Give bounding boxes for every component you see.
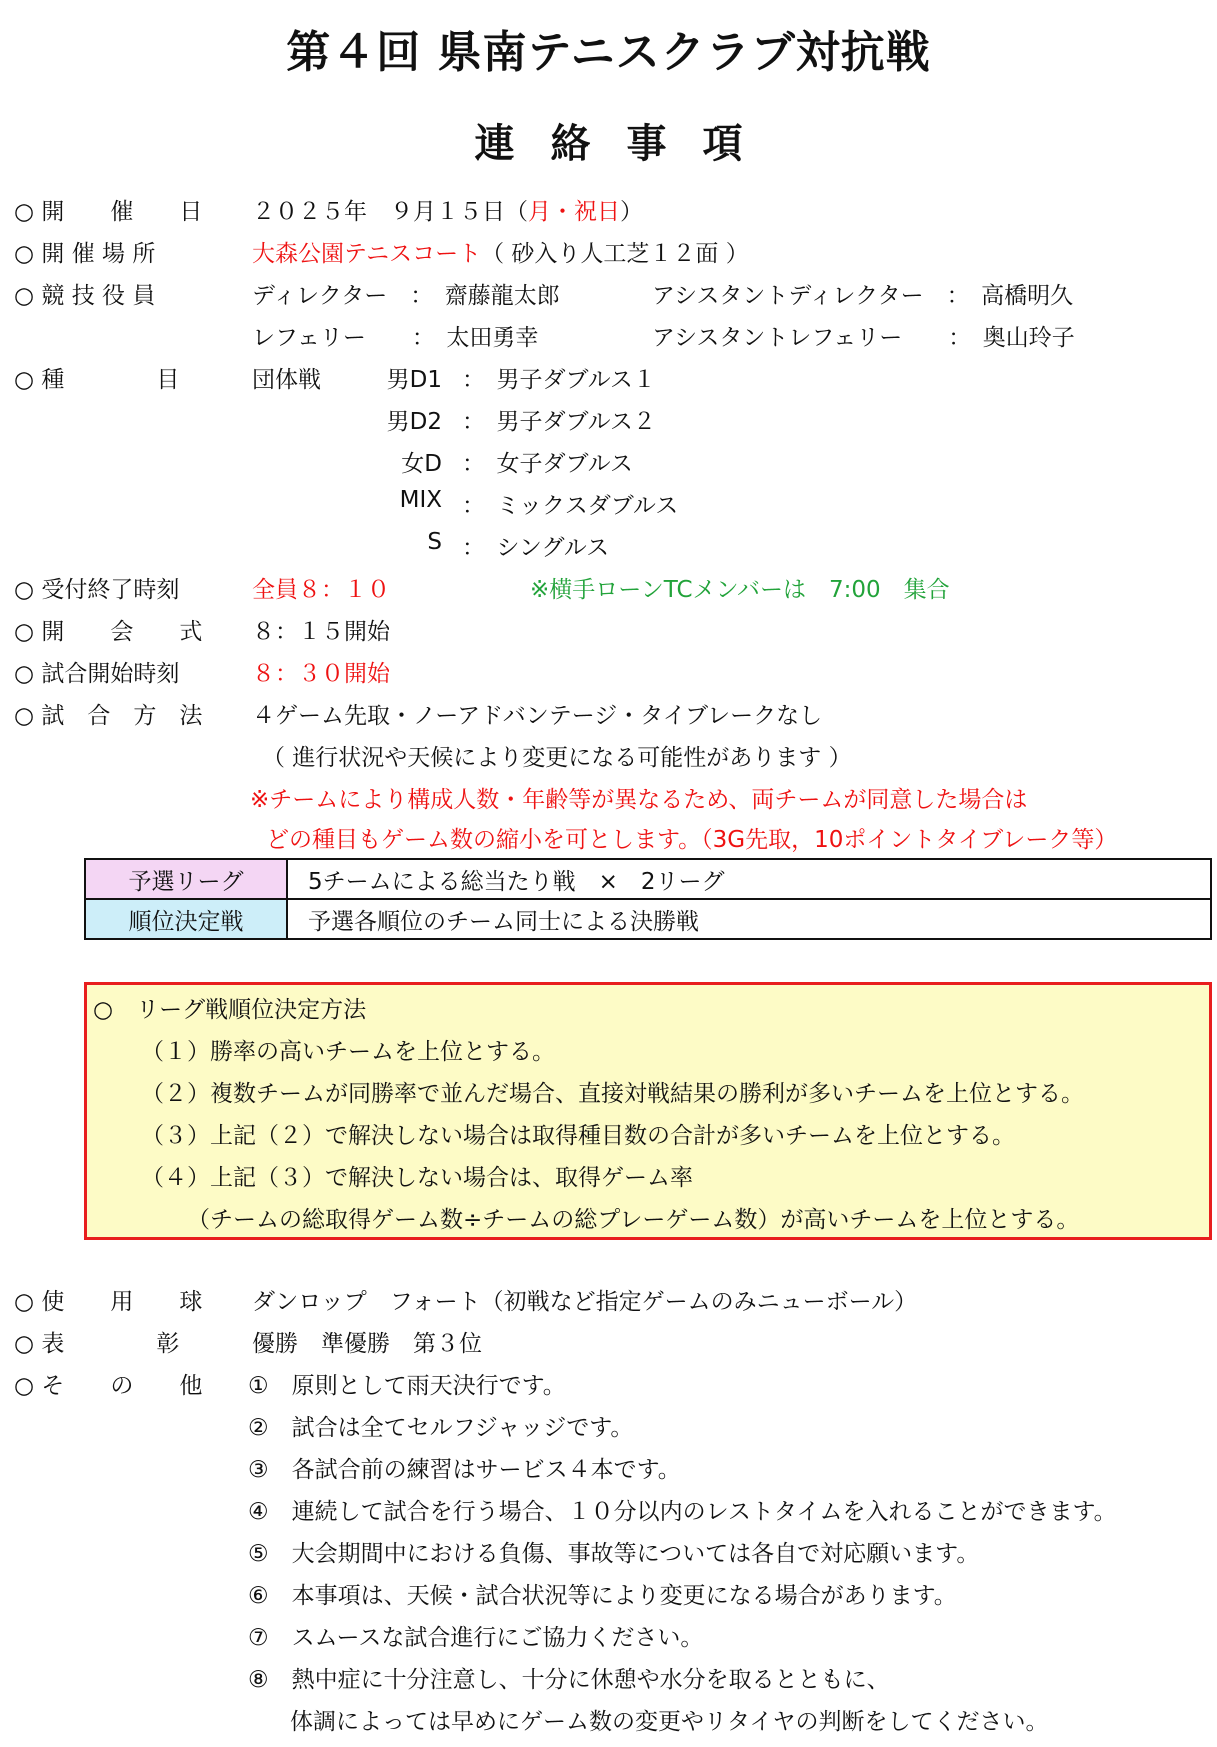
- ranking-rule: （３）上記（２）で解決しない場合は取得種目数の合計が多いチームを上位とする。: [141, 1123, 1015, 1149]
- ranking-heading: ○ リーグ戦順位決定方法: [93, 997, 367, 1023]
- ranking-rule: （チームの総取得ゲーム数÷チームの総プレーゲーム数）が高いチームを上位とする。: [187, 1207, 1080, 1233]
- official-assistant-director: アシスタントディレクター ： 高橋明久: [652, 283, 1074, 309]
- start-value: ８：３０開始: [252, 661, 390, 687]
- table-head-cell: 順位決定戦: [85, 899, 287, 939]
- event-name: ： 男子ダブルス１: [462, 367, 656, 393]
- other-item: ⑦ スムースな試合進行にご協力ください。: [248, 1625, 704, 1651]
- method-warning-1: ※チームにより構成人数・年齢等が異なるため、両チームが同意した場合は: [250, 787, 1028, 813]
- other-item: ⑤ 大会期間中における負傷、事故等については各自で対応願います。: [248, 1541, 980, 1567]
- officials-label: ○ 競 技 役 員: [14, 283, 156, 309]
- official-assistant-referee: アシスタントレフェリー ： 奥山玲子: [652, 325, 1075, 351]
- other-item: ② 試合は全てセルフジャッジです。: [248, 1415, 634, 1441]
- ball-label: ○ 使 用 球: [14, 1289, 203, 1315]
- other-label: ○ そ の 他: [14, 1373, 203, 1399]
- date-holiday: 月・祝日: [528, 199, 620, 225]
- other-item: ⑥ 本事項は、天候・試合状況等により変更になる場合があります。: [248, 1583, 957, 1609]
- ranking-rule: （４）上記（３）で解決しない場合は、取得ゲーム率: [141, 1165, 693, 1191]
- opening-label: ○ 開 会 式: [14, 619, 203, 645]
- venue-name: 大森公園テニスコート: [252, 241, 482, 267]
- event-name: ： 男子ダブルス２: [462, 409, 656, 435]
- date-value: [252, 193, 643, 226]
- other-item: ③ 各試合前の練習はサービス４本です。: [248, 1457, 681, 1483]
- table-head-cell: 予選リーグ: [85, 859, 287, 899]
- other-item: ④ 連続して試合を行う場合、１０分以内のレストタイムを入れることができます。: [248, 1499, 1117, 1525]
- method-value: ４ゲーム先取・ノーアドバンテージ・タイブレークなし: [252, 703, 823, 729]
- date-text: ２０２５年 ９月１５日（: [252, 199, 528, 225]
- venue-value: [252, 235, 749, 268]
- reception-label: ○ 受付終了時刻: [14, 577, 180, 603]
- official-referee: レフェリー ： 太田勇幸: [252, 325, 539, 351]
- date-label: ○ 開 催 日: [14, 199, 203, 225]
- other-item: ① 原則として雨天決行です。: [248, 1373, 566, 1399]
- page-title: 第４回 県南テニスクラブ対抗戦: [286, 27, 931, 78]
- event-code: 男D2: [386, 409, 442, 435]
- table-row: [85, 899, 1211, 939]
- event-code: S: [427, 529, 442, 555]
- official-director: ディレクター ： 齋藤龍太郎: [252, 283, 560, 309]
- reception-value: 全員８：１０: [252, 577, 390, 603]
- event-code: 女D: [401, 451, 442, 477]
- ranking-rule: （２）複数チームが同勝率で並んだ場合、直接対戦結果の勝利が多いチームを上位とする。: [141, 1081, 1084, 1107]
- reception-note: ※横手ローンTCメンバーは 7:00 集合: [530, 577, 950, 603]
- opening-value: ８：１５開始: [252, 619, 390, 645]
- table-cell: 予選各順位のチーム同士による決勝戦: [287, 899, 1211, 939]
- awards-value: 優勝 準優勝 第３位: [252, 1331, 482, 1357]
- date-close: ）: [620, 199, 643, 225]
- other-item: ⑧ 熱中症に十分注意し、十分に休憩や水分を取るとともに、: [248, 1667, 890, 1693]
- event-name: ： シングルス: [462, 535, 610, 561]
- table-row: [85, 859, 1211, 899]
- event-name: ： 女子ダブルス: [462, 451, 633, 477]
- events-type: 団体戦: [252, 367, 321, 393]
- ranking-box: [84, 982, 1212, 1240]
- venue-label: ○ 開 催 場 所: [14, 241, 156, 267]
- start-label: ○ 試合開始時刻: [14, 661, 180, 687]
- event-name: ： ミックスダブルス: [462, 493, 679, 519]
- ranking-rule: （１）勝率の高いチームを上位とする。: [141, 1039, 555, 1065]
- method-label: ○ 試 合 方 法: [14, 703, 203, 729]
- method-note: （ 進行状況や天候により変更になる可能性があります ）: [262, 745, 852, 771]
- table-cell: 5チームによる総当たり戦 × 2リーグ: [287, 859, 1211, 899]
- method-warning-2: どの種目もゲーム数の縮小を可とします。（3G先取，10ポイントタイブレーク等）: [266, 827, 1118, 853]
- venue-detail: （ 砂入り人工芝１２面 ）: [481, 241, 749, 267]
- other-item: 体調によっては早めにゲーム数の変更やリタイヤの判断をしてください。: [290, 1709, 1049, 1735]
- event-code: 男D1: [386, 367, 442, 393]
- format-table: [84, 858, 1212, 940]
- awards-label: ○ 表 彰: [14, 1331, 180, 1357]
- events-label: ○ 種 目: [14, 367, 180, 393]
- page-subtitle: 連絡事項: [474, 121, 779, 167]
- ball-value: ダンロップ フォート（初戦など指定ゲームのみニューボール）: [252, 1289, 918, 1315]
- event-code: MIX: [399, 487, 442, 513]
